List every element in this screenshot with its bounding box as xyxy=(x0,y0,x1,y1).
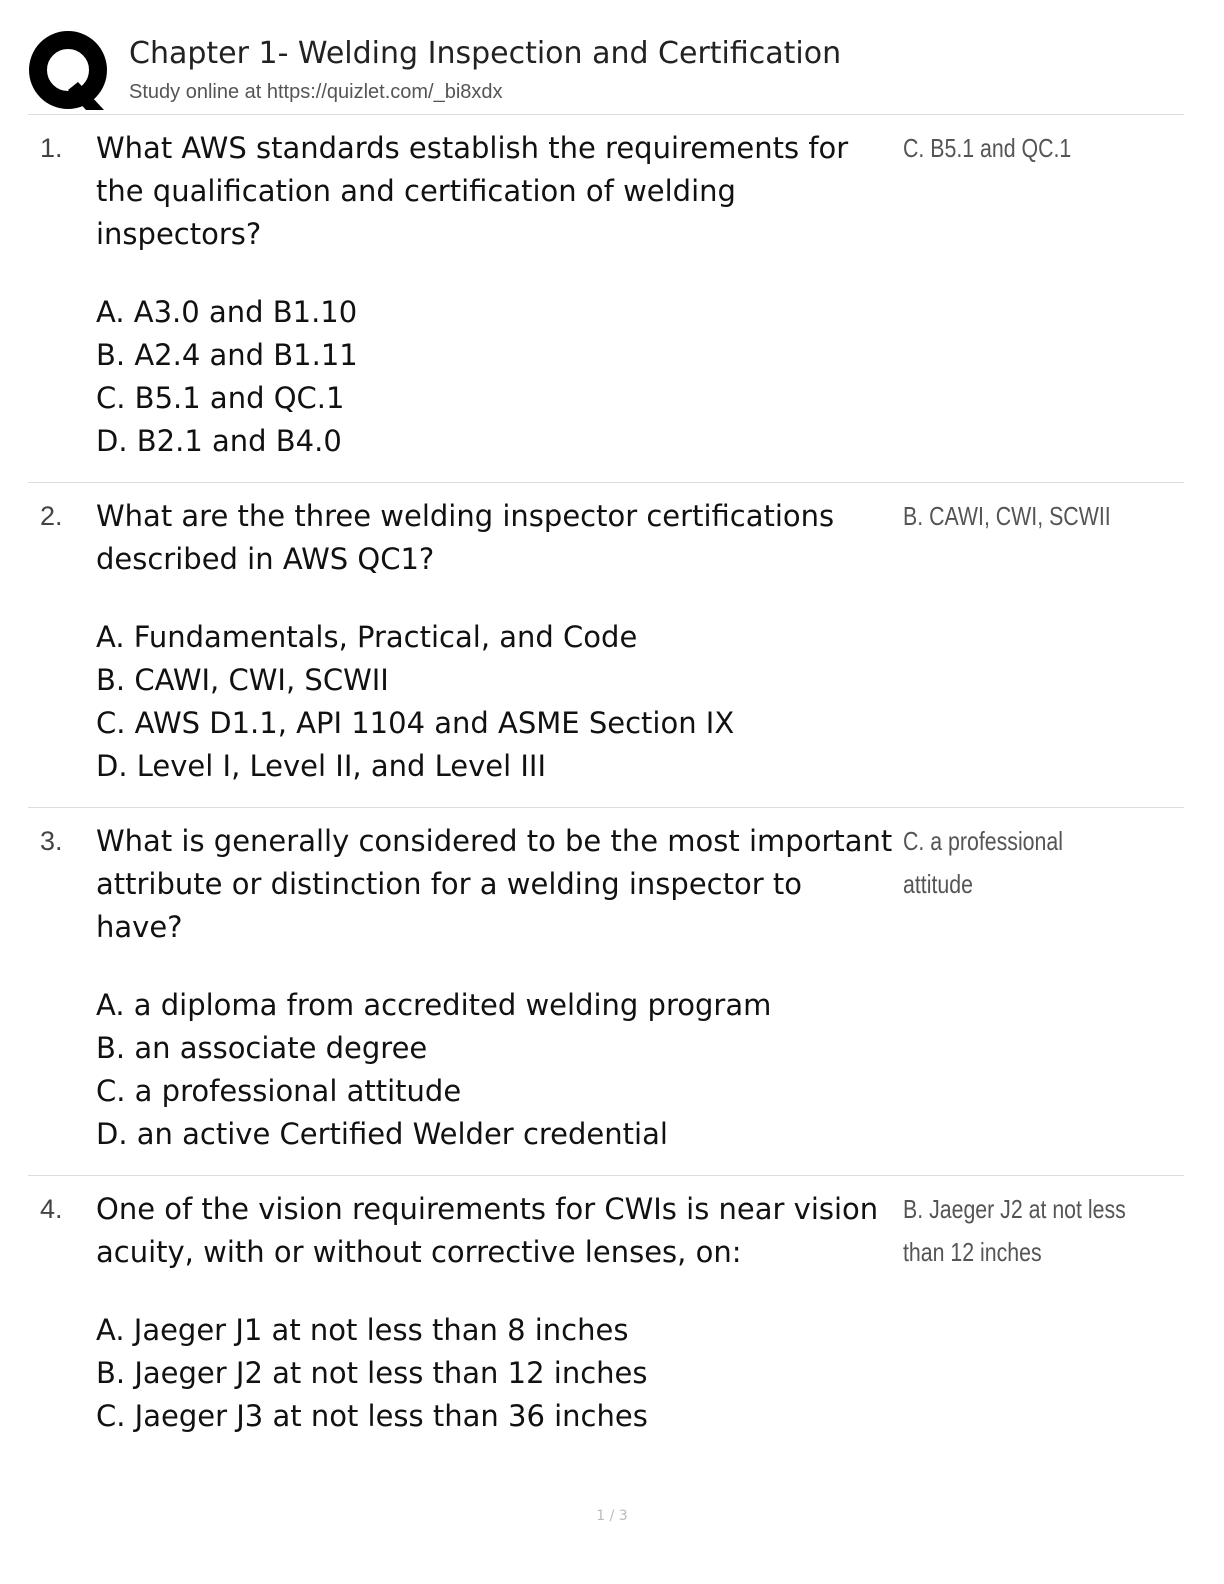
page-number: 1 / 3 xyxy=(596,1508,628,1524)
option-a: A. Fundamentals, Practical, and Code xyxy=(96,620,638,654)
option-d: D. Level I, Level II, and Level III xyxy=(96,749,547,783)
question-list xyxy=(28,115,1184,1476)
option-b: B. CAWI, CWI, SCWII xyxy=(96,663,389,697)
option-a: A. a diploma from accredited welding program xyxy=(96,988,772,1022)
answer-text: C. B5.1 and QC.1 xyxy=(903,133,1072,163)
question-prompt: One of the vision requirements for CWIs is near vision acuity, with or without corrective lenses, on: xyxy=(96,1192,879,1269)
option-c: C. B5.1 and QC.1 xyxy=(96,381,345,415)
page-title: Chapter 1- Welding Inspection and Certification xyxy=(129,36,842,71)
question-number: 1. xyxy=(40,133,63,163)
study-online-link[interactable]: Study online at https://quizlet.com/_bi8xdx xyxy=(129,81,503,103)
question-item-3 xyxy=(28,808,1184,1176)
question-prompt: What is generally considered to be the most important attribute or distinction for a welding inspector to have? xyxy=(96,824,893,944)
answer-text: B. CAWI, CWI, SCWII xyxy=(903,501,1111,531)
question-options xyxy=(96,291,896,463)
option-c: C. AWS D1.1, API 1104 and ASME Section IX xyxy=(96,706,735,740)
answer-text: B. Jaeger J2 at not less than 12 inches xyxy=(903,1194,1126,1267)
option-d: D. B2.1 and B4.0 xyxy=(96,424,342,458)
quizlet-q-logo-icon xyxy=(28,30,110,112)
question-prompt: What AWS standards establish the requirements for the qualification and certification of welding inspectors? xyxy=(96,131,849,251)
option-d: D. an active Certified Welder credential xyxy=(96,1117,668,1151)
option-b: B. Jaeger J2 at not less than 12 inches xyxy=(96,1356,648,1390)
question-options xyxy=(96,616,896,788)
question-item-2 xyxy=(28,483,1184,808)
question-number: 2. xyxy=(40,501,63,531)
option-b: B. A2.4 and B1.11 xyxy=(96,338,358,372)
question-prompt: What are the three welding inspector certifications described in AWS QC1? xyxy=(96,499,835,576)
page-header xyxy=(28,28,1184,115)
question-item-1 xyxy=(28,115,1184,483)
option-a: A. A3.0 and B1.10 xyxy=(96,295,358,329)
question-options xyxy=(96,984,896,1156)
answer-text: C. a professional attitude xyxy=(903,826,1063,899)
option-b: B. an associate degree xyxy=(96,1031,428,1065)
question-number: 4. xyxy=(40,1194,63,1224)
option-c: C. Jaeger J3 at not less than 36 inches xyxy=(96,1399,648,1433)
question-item-4 xyxy=(28,1176,1184,1476)
question-number: 3. xyxy=(40,826,63,856)
option-a: A. Jaeger J1 at not less than 8 inches xyxy=(96,1313,629,1347)
option-c: C. a professional attitude xyxy=(96,1074,462,1108)
question-options xyxy=(96,1309,896,1438)
